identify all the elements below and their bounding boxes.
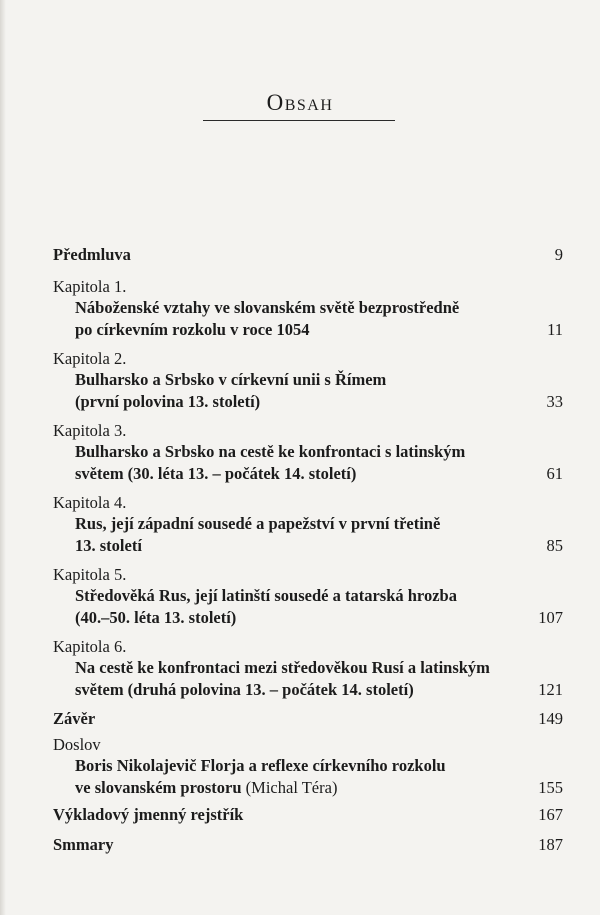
toc-chapter-title-line2 (75, 777, 525, 799)
toc-page-number: 149 (538, 709, 563, 728)
toc-entry-title: Předmluva (53, 245, 131, 264)
toc-page-number: 9 (554, 245, 563, 264)
toc-chapter-label: Doslov (53, 735, 101, 754)
toc-chapter-title-line1: Boris Nikolajevič Florja a reflexe církevního rozkolu (75, 756, 446, 775)
toc-chapter-title-line2: světem (30. léta 13. – počátek 14. století) (75, 464, 357, 483)
toc-chapter-label: Kapitola 1. (53, 277, 127, 296)
toc-entry-title: Závěr (53, 709, 96, 728)
toc-chapter-label: Kapitola 2. (53, 349, 127, 368)
toc-page-number: 33 (546, 392, 563, 411)
page-title: Obsah (266, 90, 334, 115)
toc-title-text: ve slovanském prostoru (75, 778, 242, 797)
page-edge (0, 0, 6, 915)
toc-page-number: 155 (538, 778, 563, 797)
toc-chapter-label: Kapitola 3. (53, 421, 127, 440)
title-rule (203, 120, 395, 121)
toc-page-number: 121 (538, 680, 563, 699)
toc-chapter-title-line1: Rus, její západní sousedé a papežství v první třetině (75, 514, 441, 533)
toc-chapter-title-line2: světem (druhá polovina 13. – počátek 14. století) (75, 680, 414, 699)
toc-chapter-title-line2: po církevním rozkolu v roce 1054 (75, 320, 310, 339)
toc-chapter-label: Kapitola 4. (53, 493, 127, 512)
toc-page-number: 11 (547, 320, 563, 339)
toc-chapter-title-line2: (první polovina 13. století) (75, 392, 261, 411)
toc-page-number: 187 (538, 835, 563, 854)
toc-chapter-title-line1: Bulharsko a Srbsko na cestě ke konfrontaci s latinským (75, 442, 466, 461)
toc-chapter-title-line2: (40.–50. léta 13. století) (75, 608, 237, 627)
toc-entry-title: Smmary (53, 835, 114, 854)
toc-chapter-label: Kapitola 6. (53, 637, 127, 656)
toc-chapter-label: Kapitola 5. (53, 565, 127, 584)
toc-chapter-title-line1: Středověká Rus, její latinští sousedé a tatarská hrozba (75, 586, 457, 605)
toc-page-number: 85 (546, 536, 563, 555)
toc-page-number: 107 (538, 608, 563, 627)
toc-chapter-title-line1: Na cestě ke konfrontaci mezi středověkou Rusí a latinským (75, 658, 490, 677)
toc-entry-title: Výkladový jmenný rejstřík (53, 805, 244, 824)
toc-author-name: (Michal Téra) (241, 778, 338, 797)
toc-chapter-title-line1: Náboženské vztahy ve slovanském světě bezprostředně (75, 298, 460, 317)
toc-page-number: 61 (546, 464, 563, 483)
toc-chapter-title-line1: Bulharsko a Srbsko v církevní unii s Římem (75, 370, 387, 389)
toc-page-number: 167 (538, 805, 563, 824)
toc-chapter-title-line2: 13. století (75, 536, 142, 555)
